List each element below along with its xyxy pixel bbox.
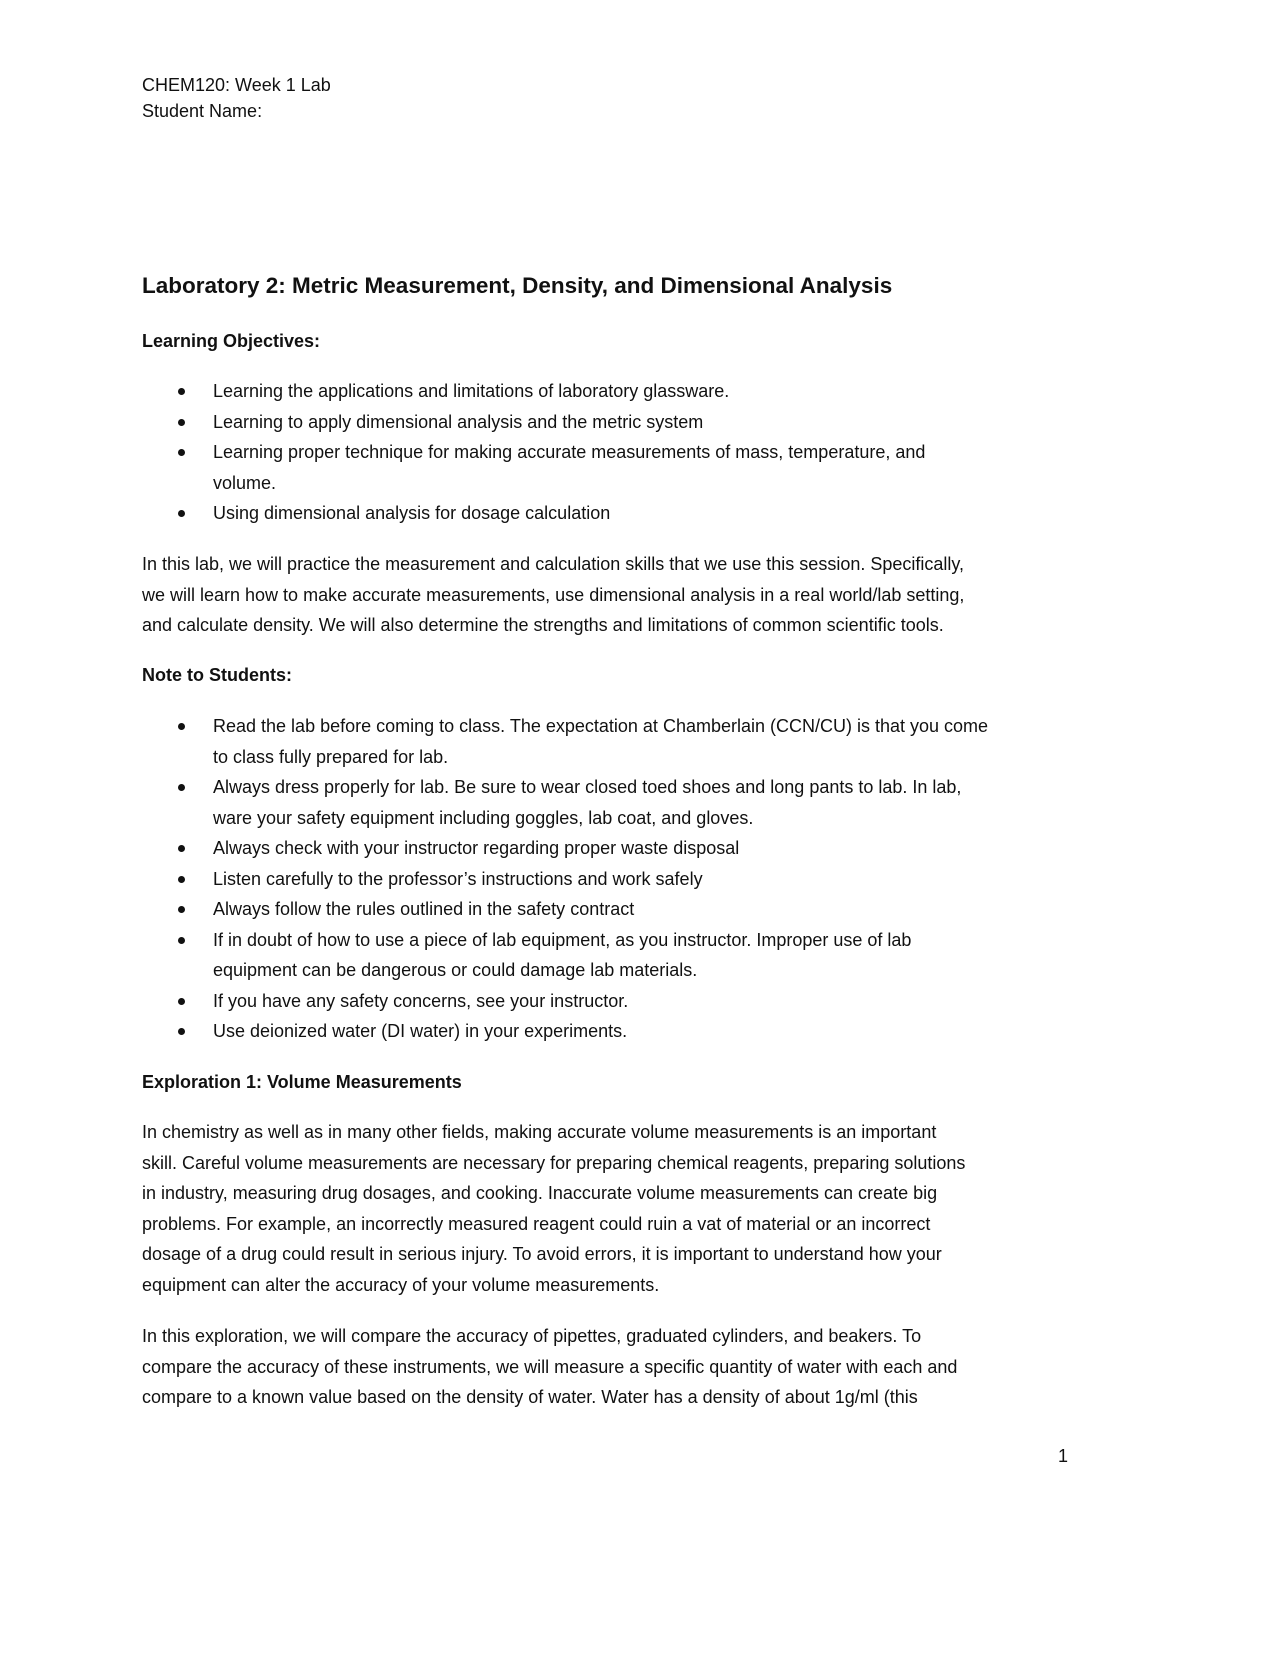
text-line: skill. Careful volume measurements are necessary for preparing chemical reagents, preparing solutions: [142, 1152, 966, 1173]
text-line: problems. For example, an incorrectly measured reagent could ruin a vat of material or an incorrect: [142, 1213, 931, 1234]
text-line: Always dress properly for lab. Be sure to wear closed toed shoes and long pants to lab. In lab,: [213, 777, 962, 797]
list-item: [142, 894, 988, 925]
text-line: In chemistry as well as in many other fields, making accurate volume measurements is an important: [142, 1122, 937, 1142]
text-line: dosage of a drug could result in serious injury. To avoid errors, it is important to understand how your: [142, 1244, 942, 1264]
text-line: and calculate density. We will also determine the strengths and limitations of common scientific tools.: [142, 615, 944, 635]
text-line: If you have any safety concerns, see your instructor.: [213, 990, 629, 1011]
text-line: Use deionized water (DI water) in your experiments.: [213, 1021, 628, 1041]
text-line: In this lab, we will practice the measurement and calculation skills that we use this session. Specifically,: [142, 554, 965, 574]
document-header: [142, 72, 331, 124]
objectives-heading: Learning Objectives:: [142, 331, 321, 351]
text-line: If in doubt of how to use a piece of lab equipment, as you instructor. Improper use of lab: [213, 929, 912, 950]
text-line: Learning the applications and limitations of laboratory glassware.: [213, 381, 730, 401]
text-line: compare the accuracy of these instruments, we will measure a specific quantity of water with each and: [142, 1356, 958, 1377]
text-line: volume.: [213, 472, 277, 493]
text-line: Using dimensional analysis for dosage calculation: [213, 503, 611, 523]
exploration1-heading: Exploration 1: Volume Measurements: [142, 1072, 462, 1092]
course-label: CHEM120: Week 1 Lab: [142, 75, 331, 95]
list-item: [142, 407, 925, 438]
list-item: [142, 986, 988, 1017]
text-line: ware your safety equipment including goggles, lab coat, and gloves.: [213, 807, 754, 828]
text-line: equipment can alter the accuracy of your volume measurements.: [142, 1274, 660, 1295]
intro-paragraph: [142, 549, 964, 641]
text-line: Read the lab before coming to class. The expectation at Chamberlain (CCN/CU) is that you come: [213, 716, 989, 736]
list-item: [142, 925, 988, 986]
text-line: to class fully prepared for lab.: [213, 746, 449, 767]
objectives-list: [142, 376, 925, 529]
list-item: [142, 437, 925, 498]
text-line: compare to a known value based on the density of water. Water has a density of about 1g/ml (this: [142, 1387, 918, 1407]
list-item: [142, 833, 988, 864]
text-line: Listen carefully to the professor’s instructions and work safely: [213, 868, 703, 889]
text-line: In this exploration, we will compare the accuracy of pipettes, graduated cylinders, and beakers. To: [142, 1326, 922, 1346]
text-line: equipment can be dangerous or could damage lab materials.: [213, 960, 698, 980]
text-line: in industry, measuring drug dosages, and cooking. Inaccurate volume measurements can create big: [142, 1183, 938, 1203]
notes-list: [142, 711, 988, 1047]
list-item: [142, 498, 925, 529]
list-item: [142, 864, 988, 895]
text-line: Always follow the rules outlined in the safety contract: [213, 899, 635, 919]
text-line: Always check with your instructor regarding proper waste disposal: [213, 838, 740, 858]
list-item: [142, 1016, 988, 1047]
exploration1-paragraph-1: [142, 1117, 965, 1300]
text-line: Learning to apply dimensional analysis and the metric system: [213, 411, 704, 432]
text-line: Learning proper technique for making accurate measurements of mass, temperature, and: [213, 442, 926, 462]
page-number: 1: [1058, 1446, 1069, 1466]
exploration1-paragraph-2: [142, 1321, 957, 1413]
student-name-label: Student Name:: [142, 101, 263, 121]
page-title: Laboratory 2: Metric Measurement, Density, and Dimensional Analysis: [142, 273, 893, 298]
list-item: [142, 711, 988, 772]
text-line: we will learn how to make accurate measurements, use dimensional analysis in a real world/lab setting,: [142, 584, 965, 605]
list-item: [142, 772, 988, 833]
list-item: [142, 376, 925, 407]
notes-heading: Note to Students:: [142, 665, 292, 685]
